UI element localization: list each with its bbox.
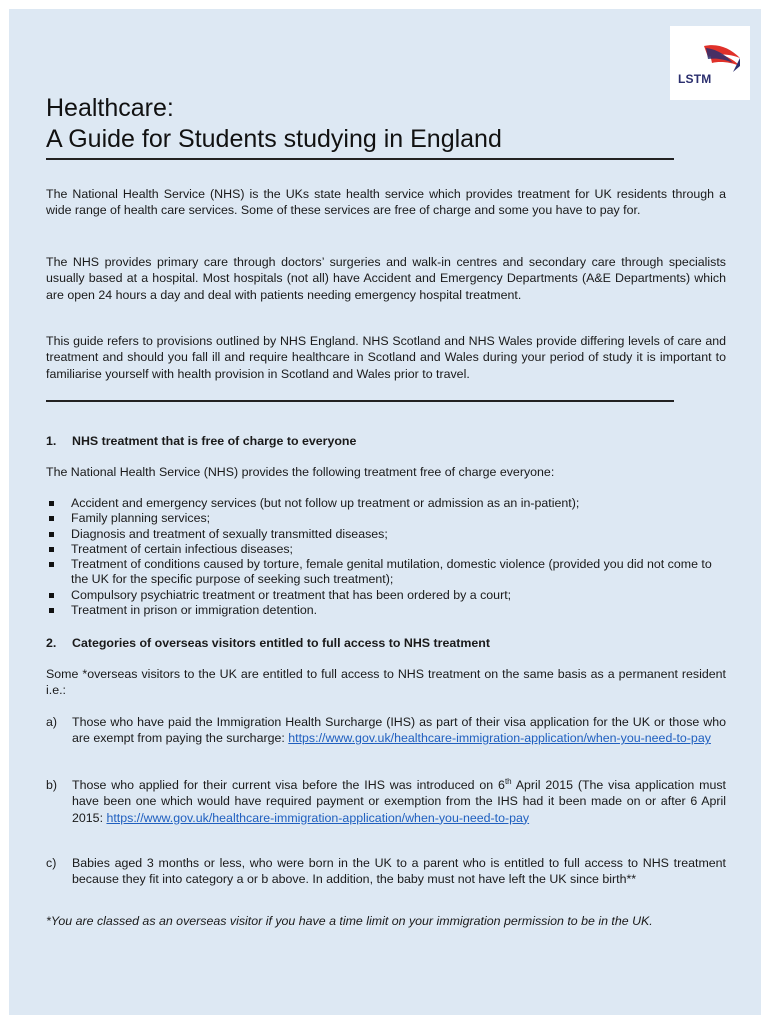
section-1-number: 1. [46, 434, 57, 448]
section-divider [46, 400, 674, 402]
item-letter: b) [46, 778, 58, 792]
item-letter: a) [46, 715, 58, 729]
category-item-b [46, 777, 726, 826]
intro-paragraph-1: The National Health Service (NHS) is the UKs state health service which provides treatment for UK residents through a wide range of health care services. Some of these services are free of charge and some you have to pay for. [46, 187, 726, 218]
free-treatment-list [46, 496, 726, 618]
lstm-logo [670, 26, 750, 100]
intro-paragraph-3: This guide refers to provisions outlined by NHS England. NHS Scotland and NHS Wales provide differing levels of care and treatment and should you fall ill and require healthcare in Scotland and Wales during your period of study it is important to familiarise yourself with health provision in Scotland and Wales prior to travel. [46, 334, 726, 381]
section-2-heading [46, 635, 726, 651]
section-2-title: Categories of overseas visitors entitled to full access to NHS treatment [72, 636, 490, 650]
item-text: Those who have paid the Immigration Health Surcharge (IHS) as part of their visa application for the UK or those who are exempt from paying the surcharge: [72, 715, 726, 746]
section-2-number: 2. [46, 636, 57, 650]
category-item-c [46, 855, 726, 888]
section-1-lead: The National Health Service (NHS) provides the following treatment free of charge everyone: [46, 465, 555, 479]
list-item: Treatment of conditions caused by torture, female genital mutilation, domestic violence (provided you did not come to the UK for the specific purpose of seeking such treatment); [46, 557, 726, 588]
title-divider [46, 158, 674, 160]
list-item: Treatment of certain infectious diseases; [46, 542, 726, 557]
logo-text: LSTM [678, 72, 712, 86]
category-item-a [46, 714, 726, 747]
document-page [9, 9, 761, 1015]
item-letter: c) [46, 856, 57, 870]
item-text: Babies aged 3 months or less, who were born in the UK to a parent who is entitled to full access to NHS treatment because they fit into category a or b above. In addition, the baby must not have left the UK since birth** [72, 856, 726, 887]
ihs-payment-link[interactable]: https://www.gov.uk/healthcare-immigration-application/when-you-need-to-pay [288, 731, 711, 746]
ordinal-suffix: th [504, 776, 512, 786]
title-line-2: A Guide for Students studying in England [46, 125, 502, 153]
lstm-swoosh-icon [670, 26, 750, 100]
list-item: Accident and emergency services (but not follow up treatment or admission as an in-patient); [46, 496, 726, 511]
intro-paragraph-2: The NHS provides primary care through doctors’ surgeries and walk-in centres and secondary care through specialists usually based at a hospital. Most hospitals (not all) have Accident and Emergency Departments (A&E Departments) which are open 24 hours a day and deal with patients needing emergency hospital treatment. [46, 255, 726, 302]
list-item: Family planning services; [46, 511, 726, 526]
item-text-continued: April 2015 (The visa application must have been one which would have required payment or exemption from the IHS had it been made on or after 6 April 2015: [72, 778, 726, 825]
section-1-heading [46, 433, 726, 449]
list-item: Diagnosis and treatment of sexually transmitted diseases; [46, 527, 726, 542]
section-2-lead: Some *overseas visitors to the UK are entitled to full access to NHS treatment on the same basis as a permanent resident i.e.: [46, 667, 726, 698]
overseas-visitor-footnote: *You are classed as an overseas visitor if you have a time limit on your immigration permission to be in the UK. [46, 914, 653, 928]
section-1-title: NHS treatment that is free of charge to everyone [72, 434, 357, 448]
title-line-1: Healthcare: [46, 94, 174, 122]
page-title [46, 93, 502, 155]
list-item: Compulsory psychiatric treatment or treatment that has been ordered by a court; [46, 588, 726, 603]
item-text: Those who applied for their current visa before the IHS was introduced on 6 [72, 778, 505, 792]
ihs-payment-link[interactable]: https://www.gov.uk/healthcare-immigration-application/when-you-need-to-pay [106, 810, 530, 825]
list-item: Treatment in prison or immigration detention. [46, 603, 726, 618]
